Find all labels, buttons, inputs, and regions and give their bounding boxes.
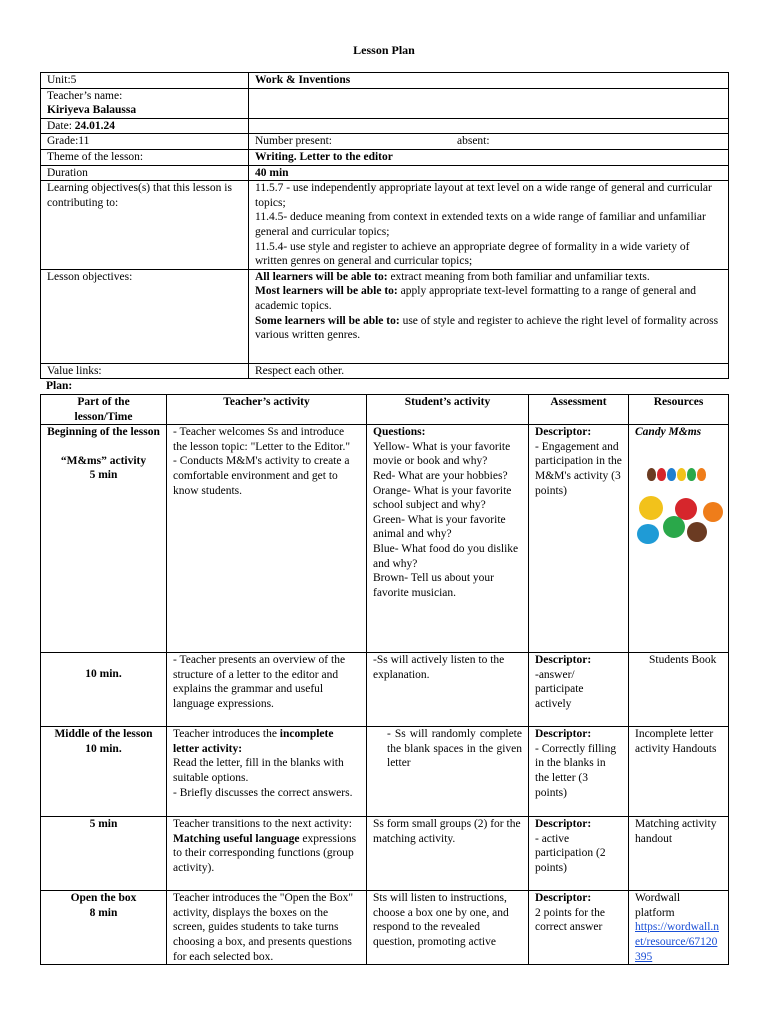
teacher-text: - Conducts M&M's activity to create a comfortable environment and get to know students. bbox=[173, 455, 350, 497]
question-orange: Orange- What is your favorite school subject and why? bbox=[373, 484, 512, 512]
resources-cell: Matching activity handout bbox=[629, 817, 729, 891]
date-label: Date: bbox=[47, 119, 72, 132]
grade-label: Grade:11 bbox=[41, 134, 249, 150]
duration-value: 40 min bbox=[249, 165, 729, 181]
mm-candy-icon bbox=[677, 468, 686, 481]
student-cell: - Ss will randomly complete the blank spaces in the given letter bbox=[367, 727, 529, 817]
lesson-objectives-cell bbox=[249, 269, 729, 363]
assessment-cell bbox=[529, 425, 629, 653]
plan-row-middle bbox=[41, 727, 729, 817]
blue-circle-icon bbox=[637, 524, 659, 544]
plan-row-matching bbox=[41, 817, 729, 891]
teacher-cell bbox=[41, 88, 249, 118]
plan-row-open-the-box bbox=[41, 891, 729, 965]
yellow-circle-icon bbox=[639, 496, 663, 520]
descriptor-heading: Descriptor: bbox=[535, 728, 592, 741]
descriptor-text: - Correctly filling in the blanks in the letter (3 points) bbox=[535, 742, 617, 799]
time-label: 5 min bbox=[89, 818, 118, 831]
time-label: 10 min. bbox=[85, 742, 122, 755]
question-yellow: Yellow- What is your favorite movie or book and why? bbox=[373, 440, 511, 468]
part-cell bbox=[41, 653, 167, 727]
question-brown: Brown- Tell us about your favorite musician. bbox=[373, 572, 494, 599]
resources-cell: Incomplete letter activity Handouts bbox=[629, 727, 729, 817]
resources-cell bbox=[629, 425, 729, 653]
descriptor-heading: Descriptor: bbox=[535, 654, 592, 667]
plan-row-presentation bbox=[41, 653, 729, 727]
plan-row-beginning bbox=[41, 425, 729, 653]
plan-table bbox=[40, 394, 729, 965]
mm-candy-icon bbox=[687, 468, 696, 481]
teacher-cell bbox=[167, 425, 367, 653]
student-cell: Sts will listen to instructions, choose a box one by one, and respond to the revealed question, promoting active bbox=[367, 891, 529, 965]
learning-objectives-row bbox=[41, 181, 729, 270]
descriptor-heading: Descriptor: bbox=[535, 818, 592, 831]
lesson-objectives-row bbox=[41, 269, 729, 363]
unit-label: Unit:5 bbox=[41, 73, 249, 89]
teacher-empty-cell bbox=[249, 88, 729, 118]
resource-text: Students Book bbox=[649, 654, 717, 667]
descriptor-text: - active participation (2 points) bbox=[535, 832, 606, 874]
question-blue: Blue- What food do you dislike and why? bbox=[373, 542, 519, 570]
date-value: 24.01.24 bbox=[71, 119, 116, 132]
number-present-label: Number present: bbox=[255, 135, 332, 148]
question-red: Red- What are your hobbies? bbox=[373, 469, 508, 482]
part-name: Beginning of the lesson bbox=[47, 426, 160, 439]
descriptor-text: -answer/ participate actively bbox=[535, 668, 584, 710]
teacher-text: - Briefly discusses the correct answers. bbox=[173, 786, 353, 799]
attendance-cell bbox=[249, 134, 729, 150]
teacher-text: - Teacher welcomes Ss and introduce the lesson topic: "Letter to the Editor." bbox=[173, 426, 351, 453]
learning-objectives-label: Learning objectives(s) that this lesson is contributing to: bbox=[41, 181, 249, 270]
date-row bbox=[41, 118, 729, 134]
part-name: Middle of the lesson bbox=[54, 728, 153, 741]
teacher-row bbox=[41, 88, 729, 118]
unit-row bbox=[41, 73, 729, 89]
mms-candies-image bbox=[635, 466, 722, 486]
unit-value: Work & Inventions bbox=[249, 73, 729, 89]
teacher-text: Teacher introduces the incomplete letter activity: bbox=[173, 728, 334, 755]
descriptor-text: 2 points for the correct answer bbox=[535, 906, 605, 934]
mm-candy-icon bbox=[647, 468, 656, 481]
part-cell bbox=[41, 425, 167, 653]
teacher-text: Read the letter, fill in the blanks with suitable options. bbox=[173, 757, 344, 784]
theme-label: Theme of the lesson: bbox=[41, 149, 249, 165]
part-cell bbox=[41, 727, 167, 817]
date-empty-cell bbox=[249, 118, 729, 134]
objective-item: 11.5.4- use style and register to achieve an appropriate degree of formality in a wide variety of written genres on general and curricular topics; bbox=[255, 240, 690, 268]
descriptor-heading: Descriptor: bbox=[535, 892, 592, 905]
resources-cell bbox=[629, 891, 729, 965]
assessment-cell bbox=[529, 817, 629, 891]
duration-row bbox=[41, 165, 729, 181]
brown-circle-icon bbox=[687, 522, 707, 542]
teacher-name: Kiriyeva Balaussa bbox=[47, 104, 137, 117]
duration-label: Duration bbox=[41, 165, 249, 181]
teacher-cell bbox=[167, 727, 367, 817]
value-links-label: Value links: bbox=[41, 363, 249, 379]
student-cell: -Ss will actively listen to the explanation. bbox=[367, 653, 529, 727]
lesson-objectives-label: Lesson objectives: bbox=[41, 269, 249, 363]
theme-row bbox=[41, 149, 729, 165]
assessment-cell bbox=[529, 653, 629, 727]
question-green: Green- What is your favorite animal and why? bbox=[373, 513, 506, 541]
orange-circle-icon bbox=[703, 502, 723, 522]
objective-item: 11.5.7 - use independently appropriate layout at text level on a wide range of general and curricular topics; bbox=[255, 182, 712, 209]
descriptor-text: - Engagement and participation in the M&M's activity (3 points) bbox=[535, 440, 622, 497]
time-label: 8 min bbox=[89, 906, 118, 919]
date-cell bbox=[41, 118, 249, 134]
header-teacher: Teacher’s activity bbox=[167, 395, 367, 425]
absent-label: absent: bbox=[457, 135, 490, 148]
mm-candy-icon bbox=[667, 468, 676, 481]
teacher-label: Teacher’s name: bbox=[47, 89, 123, 102]
time-label: 10 min. bbox=[85, 668, 122, 681]
mms-questions-image bbox=[635, 494, 722, 550]
lesson-info-table bbox=[40, 72, 729, 379]
header-part: Part of the lesson/Time bbox=[41, 395, 167, 425]
resources-cell bbox=[629, 653, 729, 727]
teacher-cell bbox=[167, 817, 367, 891]
objective-item: 11.4.5- deduce meaning from context in extended texts on a wide range of familiar and unfamiliar general and curricular topics; bbox=[255, 211, 706, 238]
activity-name: “M&ms” activity bbox=[60, 454, 147, 467]
assessment-cell bbox=[529, 891, 629, 965]
teacher-cell: Teacher introduces the "Open the Box" activity, displays the boxes on the screen, guides students to take turns choosing a box, and presents questions for each selected box. bbox=[167, 891, 367, 965]
lesson-objective-some: Some learners will be able to: use of style and register to achieve the right level of formality across various written genres. bbox=[255, 314, 719, 342]
part-cell bbox=[41, 891, 167, 965]
value-links-value: Respect each other. bbox=[249, 363, 729, 379]
lesson-objective-most: Most learners will be able to: apply appropriate text-level formatting to a range of general and academic topics. bbox=[255, 285, 697, 312]
plan-header-row bbox=[41, 395, 729, 425]
resource-text: Wordwall platform bbox=[635, 892, 681, 919]
green-circle-icon bbox=[663, 516, 685, 538]
time-label: 5 min bbox=[89, 469, 118, 482]
lesson-objective-all: All learners will be able to: extract meaning from both familiar and unfamiliar texts. bbox=[255, 270, 650, 283]
mm-candy-icon bbox=[657, 468, 666, 481]
teacher-cell: - Teacher presents an overview of the structure of a letter to the editor and explains the grammar and useful language expressions. bbox=[167, 653, 367, 727]
teacher-text: Matching useful language expressions to their corresponding functions (group activity). bbox=[173, 832, 357, 874]
header-assessment: Assessment bbox=[529, 395, 629, 425]
grade-row bbox=[41, 134, 729, 150]
student-cell bbox=[367, 425, 529, 653]
wordwall-link[interactable]: https://wordwall.net/resource/67120395 bbox=[635, 921, 720, 963]
learning-objectives-cell bbox=[249, 181, 729, 270]
part-cell bbox=[41, 817, 167, 891]
value-links-row bbox=[41, 363, 729, 379]
theme-value: Writing. Letter to the editor bbox=[249, 149, 729, 165]
student-cell: Ss form small groups (2) for the matching activity. bbox=[367, 817, 529, 891]
plan-label: Plan: bbox=[46, 380, 73, 392]
mm-candy-icon bbox=[697, 468, 706, 481]
assessment-cell bbox=[529, 727, 629, 817]
header-resources: Resources bbox=[629, 395, 729, 425]
teacher-text: Teacher transitions to the next activity: bbox=[173, 818, 352, 831]
header-student: Student’s activity bbox=[367, 395, 529, 425]
descriptor-heading: Descriptor: bbox=[535, 426, 592, 439]
student-heading: Questions: bbox=[373, 426, 426, 439]
page-title: Lesson Plan bbox=[353, 43, 415, 57]
resource-text: Candy M&ms bbox=[635, 426, 702, 439]
part-name: Open the box bbox=[70, 892, 137, 905]
